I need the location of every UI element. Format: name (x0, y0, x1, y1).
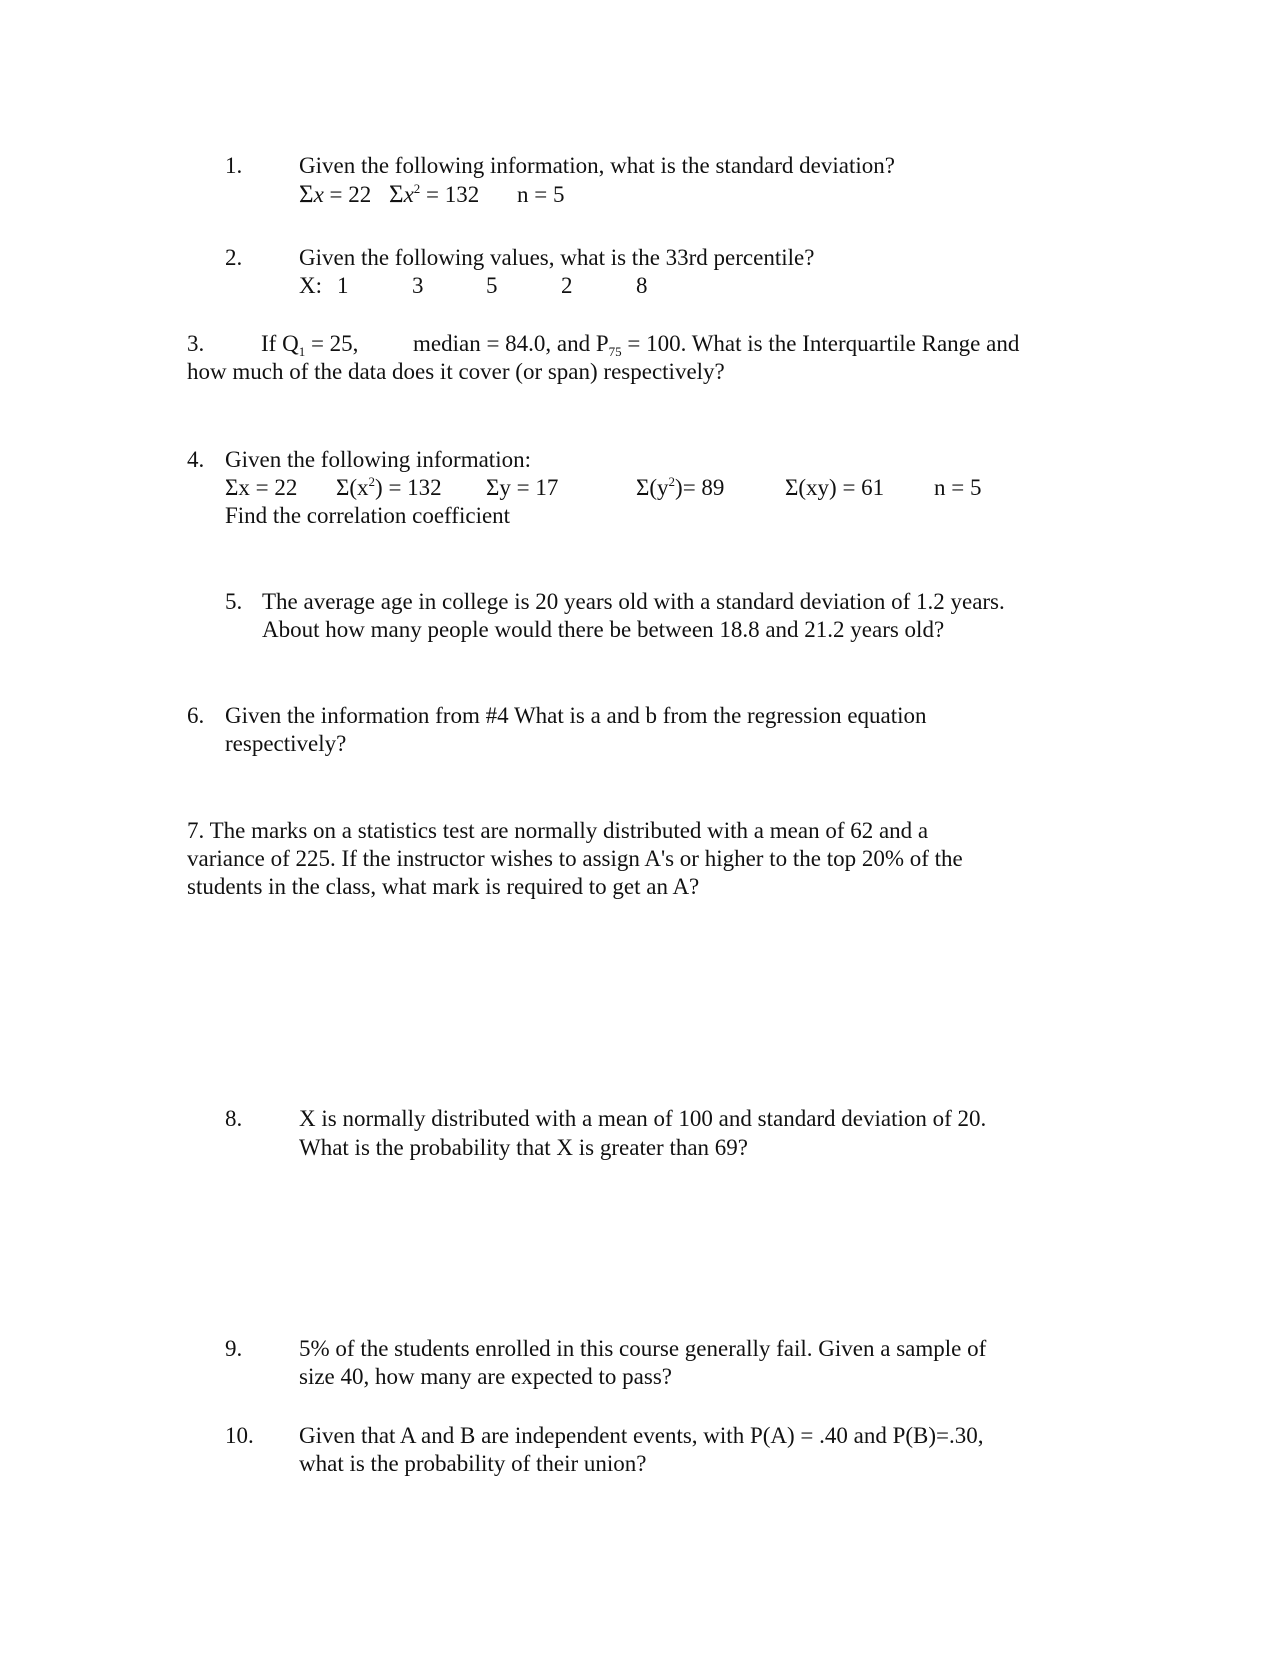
question-10-line-2: what is the probability of their union? (299, 1451, 647, 1476)
question-3-line-2: how much of the data does it cover (or span) respectively? (187, 359, 725, 384)
question-3-line-1-rest (413, 330, 1019, 361)
question-5-number: 5. (225, 589, 243, 614)
question-9-line-2: size 40, how many are expected to pass? (299, 1364, 672, 1389)
question-8-number: 8. (225, 1106, 243, 1131)
squared-exponent: 2 (413, 181, 421, 196)
question-1-text: Given the following information, what is the standard deviation? (299, 153, 895, 178)
question-5-line-2: About how many people would there be between 18.8 and 21.2 years old? (262, 617, 945, 642)
sample-size: n = 5 (517, 182, 565, 207)
question-3-line-1 (261, 330, 358, 361)
question-4-find: Find the correlation coefficient (225, 503, 511, 528)
median-text: median = 84.0, and P (413, 331, 609, 356)
question-6-line-2: respectively? (225, 731, 347, 756)
q1-label: If Q (261, 331, 299, 356)
sum-y2-post: )= 89 (675, 475, 725, 500)
sum-x-squared (336, 474, 442, 505)
x-value: 1 (337, 273, 349, 298)
question-5-line-1: The average age in college is 20 years old with a standard deviation of 1.2 years. (262, 589, 1005, 614)
question-9-number: 9. (225, 1336, 243, 1361)
question-10-number: 10. (225, 1423, 254, 1448)
x-variable: x (313, 182, 324, 207)
sum-xy: Σ(xy) = 61 (785, 475, 885, 500)
sum-y-squared (636, 474, 724, 505)
sample-size: n = 5 (934, 475, 982, 500)
sum-x2-value: = 132 (426, 182, 480, 207)
squared-exponent: 2 (368, 474, 376, 489)
question-4-text: Given the following information: (225, 447, 531, 472)
x-variable: x (403, 182, 414, 207)
question-2-text: Given the following values, what is the 33rd percentile? (299, 245, 815, 270)
question-2-number: 2. (225, 245, 243, 270)
x-value: 3 (412, 273, 424, 298)
squared-exponent: 2 (668, 474, 676, 489)
sum-x-value: = 22 (329, 182, 372, 207)
q1-value: = 25, (305, 331, 359, 356)
question-7-line-1: 7. The marks on a statistics test are normally distributed with a mean of 62 and a (187, 818, 929, 843)
sum-x2-pre: Σ(x (336, 475, 369, 500)
question-8-line-1: X is normally distributed with a mean of 100 and standard deviation of 20. (299, 1106, 987, 1131)
question-3-rest: = 100. What is the Interquartile Range and (621, 331, 1020, 356)
sum-y2-pre: Σ(y (636, 475, 669, 500)
question-7-line-3: students in the class, what mark is required to get an A? (187, 874, 700, 899)
x-value: 2 (561, 273, 573, 298)
question-3-number: 3. (187, 331, 205, 356)
sigma-symbol: Σ (389, 181, 404, 208)
question-1-number: 1. (225, 153, 243, 178)
question-1-formula (299, 181, 565, 212)
sum-y: Σy = 17 (486, 475, 559, 500)
x-value: 8 (636, 273, 648, 298)
p-subscript: 75 (608, 344, 622, 359)
question-10-line-1: Given that A and B are independent events, with P(A) = .40 and P(B)=.30, (299, 1423, 984, 1448)
q-subscript: 1 (298, 344, 306, 359)
sum-x2-post: ) = 132 (375, 475, 442, 500)
x-value: 5 (486, 273, 498, 298)
question-7-line-2: variance of 225. If the instructor wishes to assign A's or higher to the top 20% of the (187, 846, 963, 871)
question-9-line-1: 5% of the students enrolled in this course generally fail. Given a sample of (299, 1336, 987, 1361)
question-8-line-2: What is the probability that X is greater than 69? (299, 1135, 749, 1160)
question-6-line-1: Given the information from #4 What is a and b from the regression equation (225, 703, 927, 728)
x-label: X: (299, 273, 322, 298)
question-6-number: 6. (187, 703, 205, 728)
question-4-number: 4. (187, 447, 205, 472)
sum-x: Σx = 22 (225, 475, 298, 500)
sigma-symbol: Σ (299, 181, 314, 208)
